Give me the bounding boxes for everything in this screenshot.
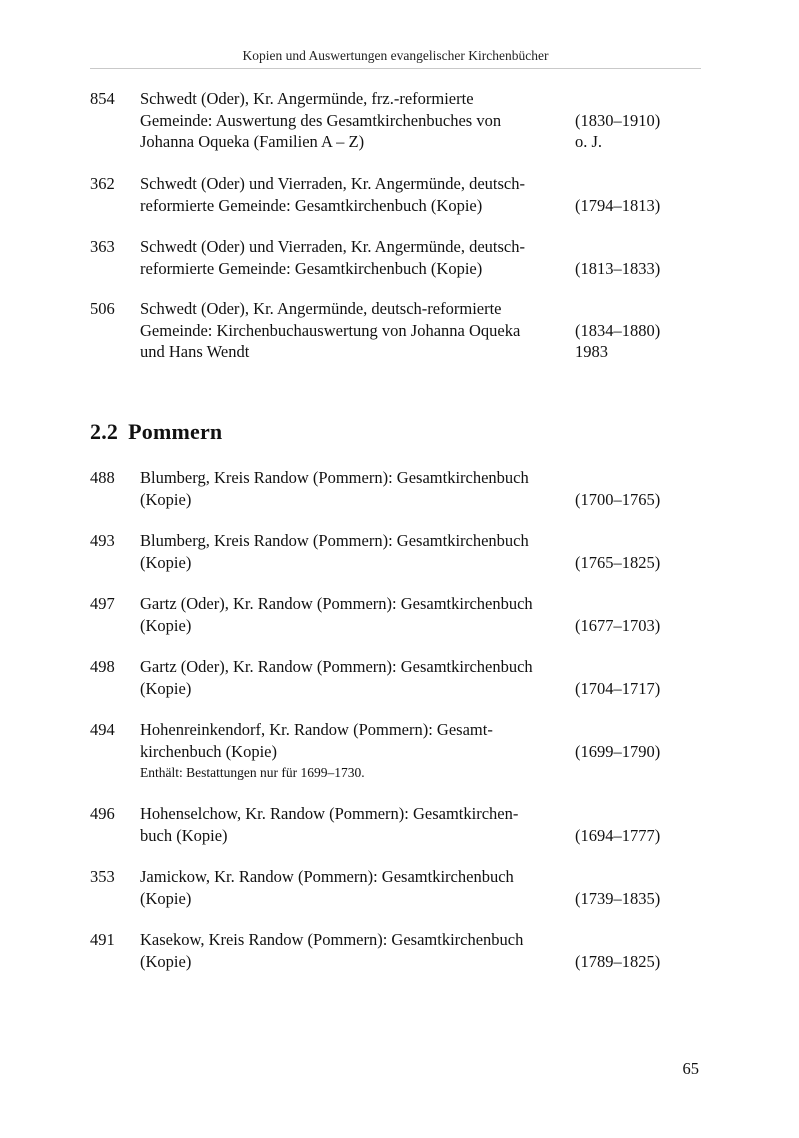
entry-line: (Kopie) [140, 489, 192, 509]
entry-date [575, 593, 660, 615]
entry-date: (1794–1813) [575, 195, 661, 215]
entry-note: Enthält: Bestattungen nur für 1699–1730. [140, 765, 365, 780]
entry-line: Gartz (Oder), Kr. Randow (Pommern): Gesamtkirchenbuch [140, 657, 533, 676]
header-rule [90, 68, 701, 69]
entry-number: 362 [90, 174, 115, 193]
entry-date [575, 236, 660, 258]
entry-date: (1789–1825) [575, 951, 661, 971]
entry-line: Kasekow, Kreis Randow (Pommern): Gesamtkirchenbuch [140, 930, 524, 949]
entry-date: o. J. [575, 132, 603, 151]
entry-number: 498 [90, 657, 115, 676]
entry-number: 497 [90, 594, 115, 613]
section-heading [90, 419, 222, 445]
entry-line: (Kopie) [140, 615, 192, 635]
entry-line: (Kopie) [140, 951, 192, 971]
entry-date: (1830–1910) [575, 110, 661, 130]
entry-line: Jamickow, Kr. Randow (Pommern): Gesamtkirchenbuch [140, 867, 514, 886]
entry-line: (Kopie) [140, 678, 192, 698]
entry-date [575, 298, 660, 320]
entry-date: (1677–1703) [575, 615, 661, 635]
entry-line: Schwedt (Oder) und Vierraden, Kr. Angermünde, deutsch- [140, 174, 525, 193]
section-number: 2.2 [90, 419, 119, 444]
entry-line: buch (Kopie) [140, 825, 228, 845]
entry-date: (1834–1880) [575, 320, 661, 340]
entry-number: 506 [90, 299, 115, 318]
entry-date: (1765–1825) [575, 552, 661, 572]
entry-number: 496 [90, 804, 115, 823]
entry-line: kirchenbuch (Kopie) [140, 741, 277, 761]
entry-number: 488 [90, 468, 115, 487]
entry-line: Hohenselchow, Kr. Randow (Pommern): Gesamtkirchen- [140, 804, 519, 823]
entry-date: (1694–1777) [575, 825, 661, 845]
entry-date: (1739–1835) [575, 888, 661, 908]
entry-number: 854 [90, 89, 115, 108]
entry-number: 491 [90, 930, 115, 949]
entry-line: Blumberg, Kreis Randow (Pommern): Gesamtkirchenbuch [140, 468, 529, 487]
entry-number: 353 [90, 867, 115, 886]
entry-line: Hohenreinkendorf, Kr. Randow (Pommern): Gesamt- [140, 720, 493, 739]
entry-date [575, 719, 660, 741]
entry-date: (1813–1833) [575, 258, 661, 278]
entry-date: (1699–1790) [575, 741, 661, 761]
entry-line: reformierte Gemeinde: Gesamtkirchenbuch (Kopie) [140, 258, 483, 278]
entry-line: (Kopie) [140, 888, 192, 908]
entry-date [575, 803, 660, 825]
entry-date [575, 929, 660, 951]
entry-line: Johanna Oqueka (Familien A – Z) [140, 132, 365, 151]
entry-date [575, 866, 660, 888]
entry-line: und Hans Wendt [140, 342, 250, 361]
entry-number: 494 [90, 720, 115, 739]
entry-line: Schwedt (Oder), Kr. Angermünde, deutsch-reformierte [140, 299, 502, 318]
entry-line: Schwedt (Oder) und Vierraden, Kr. Angermünde, deutsch- [140, 237, 525, 256]
entry-line: Schwedt (Oder), Kr. Angermünde, frz.-reformierte [140, 89, 474, 108]
entry-date [575, 656, 660, 678]
entry-number: 363 [90, 237, 115, 256]
entry-line: Gartz (Oder), Kr. Randow (Pommern): Gesamtkirchenbuch [140, 594, 533, 613]
entry-date [575, 88, 660, 110]
entry-line: (Kopie) [140, 552, 192, 572]
page-number: 65 [682, 1059, 699, 1078]
entry-date [575, 467, 660, 489]
entry-date: 1983 [575, 342, 608, 361]
running-header: Kopien und Auswertungen evangelischer Kirchenbücher [242, 48, 549, 63]
entry-date [575, 173, 660, 195]
entry-line: Blumberg, Kreis Randow (Pommern): Gesamtkirchenbuch [140, 531, 529, 550]
entry-line: Gemeinde: Auswertung des Gesamtkirchenbuches von [140, 110, 502, 130]
entry-line: reformierte Gemeinde: Gesamtkirchenbuch (Kopie) [140, 195, 483, 215]
entry-date: (1704–1717) [575, 678, 661, 698]
section-title: Pommern [128, 419, 223, 444]
entry-number: 493 [90, 531, 115, 550]
entry-date: (1700–1765) [575, 489, 661, 509]
entry-date [575, 530, 660, 552]
entry-line: Gemeinde: Kirchenbuchauswertung von Johanna Oqueka [140, 320, 521, 340]
